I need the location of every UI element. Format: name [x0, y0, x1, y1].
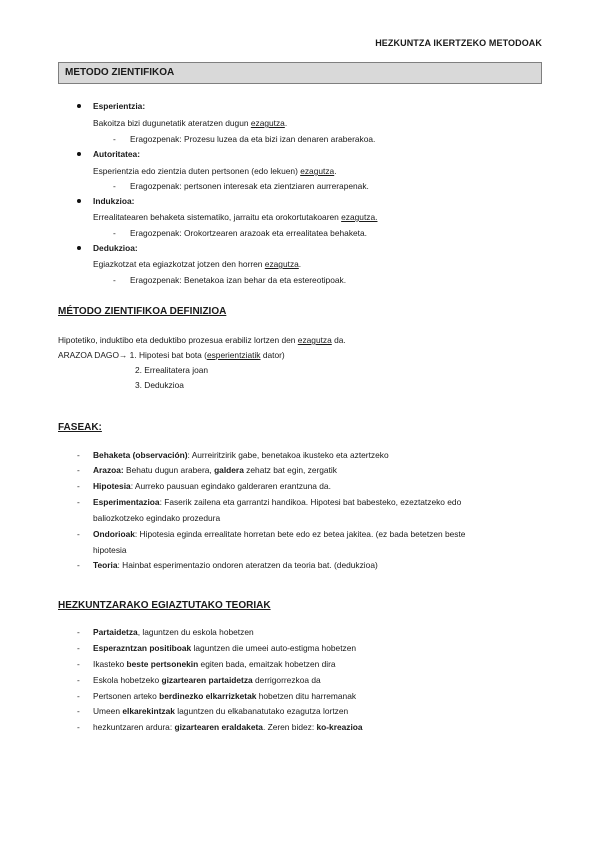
dash-icon: - — [113, 228, 116, 238]
dash-icon: - — [77, 706, 80, 716]
term-label: Dedukzioa: — [93, 243, 138, 253]
section-heading-teoriak: HEZKUNTZARAKO EGIAZTUTAKO TEORIAK — [58, 600, 271, 611]
theory-item: Esperazntzan positiboak laguntzen die umeei auto-estigma hobetzen — [93, 643, 357, 653]
bullet-icon — [77, 246, 81, 250]
definition-text: Hipotetiko, induktibo eta deduktibo prozesua erabiliz lortzen den ezagutza da. — [58, 335, 346, 345]
section-heading-definizioa: MÉTODO ZIENTIFIKOA DEFINIZIOA — [58, 306, 227, 317]
term-label: Esperientzia: — [93, 101, 146, 111]
section-heading-faseak: FASEAK: — [58, 422, 102, 433]
dash-icon: - — [77, 643, 80, 653]
dash-icon: - — [77, 497, 80, 507]
theory-item: Umeen elkarekintzak laguntzen du elkabanatutako ezagutza lortzen — [93, 706, 349, 716]
section-heading-metodo-zientifikoa: METODO ZIENTIFIKOA — [58, 62, 542, 84]
theory-item: Ikasteko beste pertsonekin egiten bada, emaitzak hobetzen dira — [93, 659, 336, 669]
phase-item: Hipotesia: Aurreko pausuan egindako galderaren erantzuna da. — [93, 481, 331, 491]
example-text: Eragozpenak: Orokortzearen arazoak eta errealitatea behaketa. — [130, 228, 367, 238]
dash-icon: - — [113, 134, 116, 144]
dash-icon: - — [77, 627, 80, 637]
term-description: Bakoitza bizi dugunetatik ateratzen dugun ezagutza. — [93, 118, 288, 128]
phase-item: Esperimentazioa: Faserik zailena eta garrantzi handikoa. Hipotesi bat babesteko, ezeztatzeko edo — [93, 497, 462, 507]
example-text: Eragozpenak: Prozesu luzea da eta bizi izan denaren araberakoa. — [130, 134, 376, 144]
bullet-icon — [77, 152, 81, 156]
term-label: Indukzioa: — [93, 196, 135, 206]
phase-item: Behaketa (observación): Aurreiritzirik gabe, benetakoa ikusteko eta aztertzeko — [93, 450, 389, 460]
steps-line-3: 3. Dedukzioa — [135, 380, 184, 390]
term-label: Autoritatea: — [93, 149, 140, 159]
term-description: Egiazkotzat eta egiazkotzat jotzen den horren ezagutza. — [93, 259, 302, 269]
dash-icon: - — [77, 722, 80, 732]
theory-item: Partaidetza, laguntzen du eskola hobetzen — [93, 627, 254, 637]
bullet-icon — [77, 104, 81, 108]
term-description: Errealitatearen behaketa sistematiko, jarraitu eta orokortutakoaren ezagutza. — [93, 212, 378, 222]
dash-icon: - — [77, 691, 80, 701]
theory-item: Pertsonen arteko berdinezko elkarrizketak hobetzen ditu harremanak — [93, 691, 357, 701]
theory-item: Eskola hobetzeko gizartearen partaidetza derrigorrezkoa da — [93, 675, 321, 685]
theory-item: hezkuntzaren ardura: gizartearen eraldaketa. Zeren bidez: ko-kreazioa — [93, 722, 363, 732]
dash-icon: - — [77, 481, 80, 491]
dash-icon: - — [113, 275, 116, 285]
phase-item-continued: hipotesia — [93, 545, 127, 555]
steps-line-1: ARAZOA DAGO→ 1. Hipotesi bat bota (esperientziatik dator) — [58, 350, 285, 360]
phase-item: Arazoa: Behatu dugun arabera, galdera zehatz bat egin, zergatik — [93, 465, 337, 475]
example-text: Eragozpenak: pertsonen interesak eta zientziaren aurrerapenak. — [130, 181, 369, 191]
phase-item-continued: baliozkotzeko egindako prozedura — [93, 513, 221, 523]
dash-icon: - — [77, 675, 80, 685]
dash-icon: - — [77, 450, 80, 460]
page-header-title: HEZKUNTZA IKERTZEKO METODOAK — [375, 38, 542, 48]
example-text: Eragozpenak: Benetakoa izan behar da eta estereotipoak. — [130, 275, 347, 285]
dash-icon: - — [77, 560, 80, 570]
dash-icon: - — [77, 529, 80, 539]
phase-item: Teoria: Hainbat esperimentazio ondoren ateratzen da teoria bat. (dedukzioa) — [93, 560, 378, 570]
bullet-icon — [77, 199, 81, 203]
dash-icon: - — [77, 465, 80, 475]
dash-icon: - — [77, 659, 80, 669]
phase-item: Ondorioak: Hipotesia eginda errealitate horretan bete edo ez betea jakitea. (ez bada betetzen beste — [93, 529, 466, 539]
dash-icon: - — [113, 181, 116, 191]
steps-line-2: 2. Errealitatera joan — [135, 365, 209, 375]
term-description: Esperientzia edo zientzia duten pertsonen (edo lekuen) ezagutza. — [93, 166, 337, 176]
